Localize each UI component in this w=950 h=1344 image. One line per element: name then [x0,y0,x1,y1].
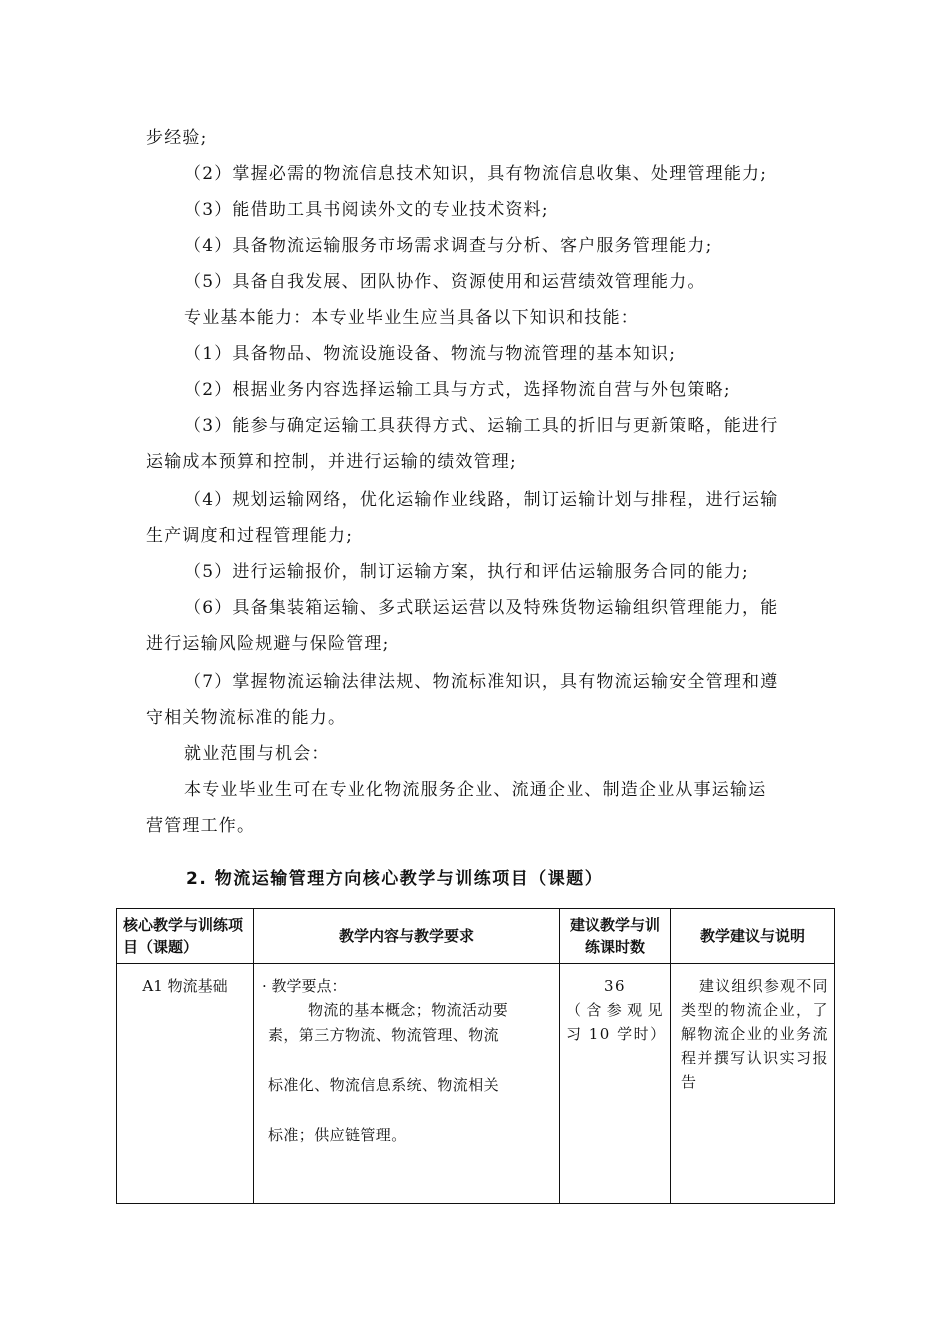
cell-advice [671,964,835,1204]
section-heading: 2. 物流运输管理方向核心教学与训练项目（课题） [186,869,604,889]
body-paragraph: （5）进行运输报价，制订运输方案，执行和评估运输服务合同的能力; [184,562,749,582]
cell-hours [560,964,671,1204]
body-paragraph: 守相关物流标准的能力。 [146,708,347,728]
content-line: 标准化、物流信息系统、物流相关 [268,1076,500,1094]
table-header-row [117,909,835,964]
body-paragraph: 专业基本能力：本专业毕业生应当具备以下知识和技能： [184,308,639,328]
body-paragraph: （2）掌握必需的物流信息技术知识，具有物流信息收集、处理管理能力; [184,164,768,184]
header-content: 教学内容与教学要求 [254,909,560,964]
body-paragraph: 营管理工作。 [146,816,256,836]
cell-content [254,964,560,1204]
content-label: · 教学要点： [262,977,347,995]
body-paragraph: （5）具备自我发展、团队协作、资源使用和运营绩效管理能力。 [184,272,706,292]
body-paragraph: （4）具备物流运输服务市场需求调查与分析、客户服务管理能力; [184,236,713,256]
body-paragraph: （4）规划运输网络，优化运输作业线路，制订运输计划与排程，进行运输 [184,490,779,510]
project-name: A1 物流基础 [142,977,228,995]
body-paragraph: （3）能参与确定运输工具获得方式、运输工具的折旧与更新策略，能进行 [184,416,779,436]
body-paragraph: 本专业毕业生可在专业化物流服务企业、流通企业、制造企业从事运输运 [184,780,767,800]
body-paragraph: 就业范围与机会： [184,744,330,764]
content-line: 素，第三方物流、物流管理、物流 [268,1026,500,1044]
body-paragraph: 进行运输风险规避与保险管理; [146,634,390,654]
body-paragraph: （6）具备集装箱运输、多式联运运营以及特殊货物运输组织管理能力，能 [184,598,779,618]
table-row [117,964,835,1204]
content-line: 标准；供应链管理。 [268,1126,407,1144]
body-paragraph: 生产调度和过程管理能力; [146,526,354,546]
curriculum-table [116,908,835,1204]
body-paragraph: （3）能借助工具书阅读外文的专业技术资料; [184,200,549,220]
header-hours: 建议教学与训练课时数 [560,909,671,964]
body-paragraph: （1）具备物品、物流设施设备、物流与物流管理的基本知识; [184,344,677,364]
body-paragraph: （2）根据业务内容选择运输工具与方式，选择物流自营与外包策略; [184,380,731,400]
advice-text: 建议组织参观不同类型的物流企业，了解物流企业的业务流程并撰写认识实习报告 [681,977,828,1091]
cell-project [117,964,254,1204]
content-line: 物流的基本概念；物流活动要 [308,1001,509,1019]
header-advice: 教学建议与说明 [671,909,835,964]
header-project: 核心教学与训练项目（课题） [117,909,254,964]
hours-value: 36 [603,977,627,995]
body-paragraph: （7）掌握物流运输法律法规、物流标准知识，具有物流运输安全管理和遵 [184,672,779,692]
hours-note: （含参观见习 10 学时） [566,1001,667,1043]
body-paragraph: 步经验; [146,128,208,148]
body-paragraph: 运输成本预算和控制，并进行运输的绩效管理; [146,452,517,472]
